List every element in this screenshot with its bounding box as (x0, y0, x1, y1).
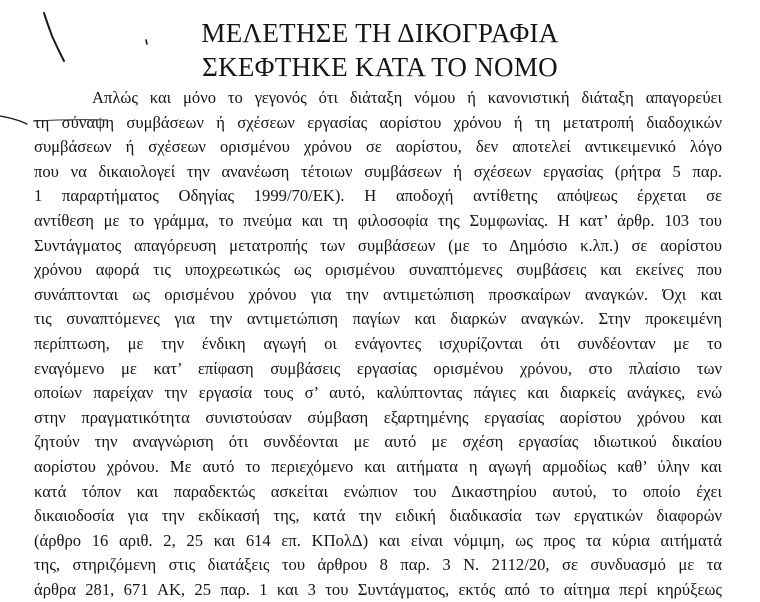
body-line: της, στηριζόμενη στις διατάξεις του άρθρου 8 παρ. 3 Ν. 2112/20, σε συνδυασμό με τα (34, 555, 722, 575)
body-line: τις συναπτόμενες για την αντιμετώπιση παγίων και διαρκών αναγκών. Στην προκειμένη (34, 309, 722, 329)
body-line: Συντάγματος απαγόρευση μετατροπής των συμβάσεων (με το Δημόσιο κ.λπ.) σε αορίστου (34, 235, 722, 255)
document-body (34, 86, 722, 602)
body-line: που να δικαιολογεί την ανανέωση τέτοιων συμβάσεων ή σχέσεων εργασίας (ρήτρα 5 παρ. (34, 161, 722, 181)
body-line: στην πραγματικότητα συνιστούσαν σύμβαση εξαρτημένης εργασίας αορίστου χρόνου και (34, 407, 722, 427)
body-line: κατά τόπον και παραδεκτώς ασκείται ενώπιον του Δικαστηρίου αυτού, το οποίο έχει (34, 481, 722, 501)
body-line: δικαιοδοσία για την εκδίκασή της, κατά την ειδική διαδικασία των εργατικών διαφορών (34, 506, 722, 526)
body-line: Απλώς και μόνο το γεγονός ότι διάταξη νόμου ή κανονιστική διάταξη απαγορεύει (92, 88, 722, 107)
pen-stroke-margin-left (0, 116, 27, 124)
body-line: άρθρα 281, 671 ΑΚ, 25 παρ. 1 και 3 του Συντάγματος, εκτός από το αίτημα περί κηρύξεως (34, 579, 722, 599)
body-line: αορίστου χρόνου. Με αυτό το περιεχόμενο και αιτήματα η αγωγή αρμοδίως καθ’ ύλην και (34, 456, 722, 476)
body-line: συνάπτονται ως ορισμένου χρόνου για την αντιμετώπιση προσκαίρων αναγκών. Όχι και (34, 284, 722, 304)
body-line: εναγόμενο με κατ’ επίφαση συμβάσεις εργασίας ορισμένου χρόνου, στο πλαίσιο των (34, 358, 722, 378)
document-title-line-2: ΣΚΕΦΤΗΚΕ ΚΑΤΑ ΤΟ ΝΟΜΟ (202, 52, 558, 82)
body-line: ζητούν την αναγνώριση ότι συνδέονται με αυτό με σχέση εργασίας ιδιωτικού δικαίου (34, 432, 722, 452)
body-line: (άρθρο 16 αριθ. 2, 25 και 614 επ. ΚΠολΔ) και είναι νόμιμη, ως προς τα κύρια αιτήματά (34, 530, 722, 550)
body-line: χρόνου αφορά τις υποχρεωτικώς ως ορισμένου συναπτόμενες συμβάσεις και εκείνες που (34, 260, 722, 280)
body-line: συμβάσεων ή σχέσεων ορισμένου χρόνου σε αορίστου, δεν αποτελεί αντικειμενικό λόγο (34, 137, 722, 157)
body-line: τη σύναψη συμβάσεων ή σχέσεων εργασίας αορίστου χρόνου ή τη μετατροπή διαδοχικών (34, 112, 722, 132)
body-line: οποίων παρείχαν την εργασία τους σ’ αυτό, καλύπτοντας πάγιες και διαρκείς ανάγκες, ενώ (34, 383, 722, 403)
body-line: 1 παραρτήματος Οδηγίας 1999/70/ΕΚ). Η αποδοχή αντίθετης απόψεως έρχεται σε (34, 186, 722, 206)
document-title-line-1: ΜΕΛΕΤΗΣΕ ΤΗ ΔΙΚΟΓΡΑΦΙΑ (201, 18, 559, 48)
body-line: περίπτωση, με την ένδικη αγωγή οι ενάγοντες ισχυρίζονται ότι συνδέονταν με το (34, 333, 722, 353)
body-line: αντίθεση με το γράμμα, το πνεύμα και τη φιλοσοφία της Συμφωνίας. Η κατ’ άρθρ. 103 του (34, 210, 722, 230)
